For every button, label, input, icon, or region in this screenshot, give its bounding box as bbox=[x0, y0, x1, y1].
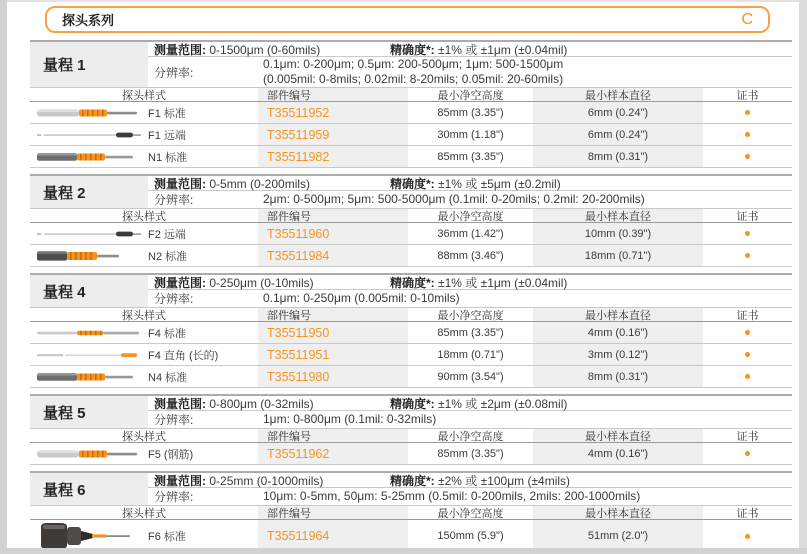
part-number-link[interactable]: T35511962 bbox=[267, 446, 330, 461]
min-clearance-value: 150mm (5.9") bbox=[437, 530, 504, 542]
measure-range bbox=[154, 395, 390, 412]
resolution-line: 0.1μm: 0-200μm; 0.5μm: 200-500μm; 1μm: 500-1500μm bbox=[263, 57, 564, 71]
accuracy bbox=[390, 395, 792, 412]
range-section bbox=[30, 273, 792, 388]
min-clearance-value: 30mm (1.18") bbox=[437, 128, 504, 141]
probe-style-name: F4 标准 bbox=[148, 327, 186, 340]
probe-rows bbox=[30, 223, 792, 267]
resolution-label: 分辨率: bbox=[154, 193, 194, 207]
resolution-line: (0.005mil: 0-8mils; 0.02mil: 8-20mils; 0.05mil: 20-60mils) bbox=[263, 72, 564, 86]
resolution-values bbox=[263, 192, 792, 207]
probe-image-icon bbox=[30, 146, 148, 167]
probe-style-name: N2 标准 bbox=[148, 250, 188, 263]
min-sample-diameter-value: 8mm (0.31") bbox=[533, 366, 703, 387]
measure-accuracy-row bbox=[148, 42, 792, 57]
column-header-part-number: 部件编号 bbox=[258, 308, 408, 321]
column-header-certificate: 证书 bbox=[736, 507, 759, 520]
probe-rows bbox=[30, 102, 792, 168]
measure-range-value: 0-250μm (0-10mils) bbox=[209, 275, 314, 290]
accuracy-value: ±1% 或 ±5μm (±0.2mil) bbox=[438, 176, 561, 191]
probe-image-icon bbox=[30, 366, 148, 387]
part-number-link[interactable]: T35511964 bbox=[267, 529, 330, 543]
range-spec-grid bbox=[30, 176, 792, 208]
probe-image-icon bbox=[30, 245, 148, 266]
probe-image-icon bbox=[30, 443, 148, 464]
part-number-cell bbox=[258, 102, 408, 123]
column-header-min-sample-diameter: 最小样本直径 bbox=[533, 506, 703, 519]
min-sample-diameter-value: 3mm (0.12") bbox=[533, 344, 703, 365]
accuracy bbox=[390, 274, 792, 291]
measure-range-label: 测量范围: bbox=[154, 42, 206, 57]
certificate-cell bbox=[703, 146, 792, 167]
part-number-cell bbox=[258, 344, 408, 365]
measure-range-label: 测量范围: bbox=[154, 176, 206, 191]
part-number-link[interactable]: T35511952 bbox=[267, 105, 330, 120]
range-title: 量程 4 bbox=[43, 283, 86, 301]
probe-style-name: F6 标准 bbox=[148, 531, 186, 543]
certificate-cell bbox=[703, 443, 792, 464]
accuracy-value: ±1% 或 ±1μm (±0.04mil) bbox=[438, 42, 568, 57]
range-spec-grid bbox=[30, 42, 792, 87]
certificate-dot-icon bbox=[745, 534, 750, 539]
range-spec-rows bbox=[148, 176, 792, 208]
certificate-dot-icon bbox=[745, 253, 750, 258]
range-section bbox=[30, 394, 792, 465]
min-sample-diameter-value: 6mm (0.24") bbox=[533, 124, 703, 145]
certificate-dot-icon bbox=[745, 231, 750, 236]
certificate-dot-icon bbox=[745, 451, 750, 456]
resolution-row bbox=[148, 191, 792, 208]
measure-range bbox=[154, 274, 390, 291]
range-title-cell bbox=[30, 275, 148, 307]
resolution-label: 分辨率: bbox=[154, 292, 194, 306]
certificate-dot-icon bbox=[745, 374, 750, 379]
range-section bbox=[30, 40, 792, 168]
sections-container bbox=[30, 40, 792, 554]
column-header-probe-style: 探头样式 bbox=[122, 309, 166, 322]
column-header-min-clearance: 最小净空高度 bbox=[437, 210, 504, 223]
part-number-link[interactable]: T35511980 bbox=[267, 369, 330, 384]
measure-accuracy-row bbox=[148, 176, 792, 191]
min-clearance-value: 85mm (3.35") bbox=[437, 106, 504, 119]
resolution-line: 10μm: 0-5mm, 50μm: 5-25mm (0.5mil: 0-200mils, 2mils: 200-1000mils) bbox=[263, 489, 641, 503]
column-header-min-clearance: 最小净空高度 bbox=[437, 430, 504, 443]
probe-row bbox=[30, 146, 792, 168]
range-section bbox=[30, 174, 792, 267]
resolution-label: 分辨率: bbox=[154, 65, 194, 80]
part-number-cell bbox=[258, 366, 408, 387]
column-header-min-clearance: 最小净空高度 bbox=[437, 309, 504, 322]
range-spec-grid bbox=[30, 396, 792, 428]
probe-image-icon bbox=[30, 344, 148, 365]
part-number-link[interactable]: T35511982 bbox=[267, 149, 330, 164]
resolution-row bbox=[148, 488, 792, 505]
certificate-cell bbox=[703, 223, 792, 244]
measure-range-value: 0-800μm (0-32mils) bbox=[209, 396, 314, 411]
accuracy-label: 精确度*: bbox=[390, 473, 435, 488]
certificate-dot-icon bbox=[745, 330, 750, 335]
min-sample-diameter-value: 6mm (0.24") bbox=[533, 102, 703, 123]
min-clearance-value: 85mm (3.35") bbox=[437, 326, 504, 339]
range-spec-rows bbox=[148, 42, 792, 87]
probe-row bbox=[30, 124, 792, 146]
column-header-min-sample-diameter: 最小样本直径 bbox=[533, 88, 703, 101]
page-margin-left bbox=[0, 0, 7, 554]
accuracy-label: 精确度*: bbox=[390, 396, 435, 411]
resolution-row bbox=[148, 411, 792, 428]
probe-style-name: N1 标准 bbox=[148, 151, 188, 164]
probe-style-name: F2 远端 bbox=[148, 228, 186, 241]
part-number-link[interactable]: T35511984 bbox=[267, 248, 330, 263]
min-clearance-value: 18mm (0.71") bbox=[437, 348, 504, 361]
page-margin-right bbox=[799, 0, 807, 554]
range-title-cell bbox=[30, 176, 148, 208]
column-header-certificate: 证书 bbox=[736, 89, 759, 102]
min-clearance-value: 85mm (3.35") bbox=[437, 447, 504, 460]
certificate-dot-icon bbox=[745, 110, 750, 115]
probe-image-icon bbox=[30, 102, 148, 123]
min-clearance-value: 90mm (3.54") bbox=[437, 370, 504, 383]
column-header-min-sample-diameter: 最小样本直径 bbox=[533, 429, 703, 442]
certificate-cell bbox=[703, 245, 792, 266]
resolution-label: 分辨率: bbox=[154, 490, 194, 504]
resolution-values bbox=[263, 489, 792, 504]
column-header-certificate: 证书 bbox=[736, 210, 759, 223]
range-title: 量程 1 bbox=[43, 57, 86, 74]
range-spec-grid bbox=[30, 473, 792, 505]
probe-row bbox=[30, 245, 792, 267]
range-title: 量程 5 bbox=[43, 404, 86, 422]
column-header-probe-style: 探头样式 bbox=[122, 430, 166, 443]
measure-accuracy-row bbox=[148, 473, 792, 488]
probe-rows bbox=[30, 322, 792, 388]
probe-row bbox=[30, 344, 792, 366]
range-title: 量程 2 bbox=[43, 184, 86, 202]
probe-image-icon bbox=[30, 322, 148, 343]
column-header-part-number: 部件编号 bbox=[258, 209, 408, 222]
probe-style-name: N4 标准 bbox=[148, 371, 188, 384]
measure-range-label: 测量范围: bbox=[154, 396, 206, 411]
part-number-cell bbox=[258, 124, 408, 145]
accuracy-value: ±1% 或 ±1μm (±0.04mil) bbox=[438, 275, 568, 290]
accuracy-label: 精确度*: bbox=[390, 275, 435, 290]
certificate-cell bbox=[703, 124, 792, 145]
probe-row bbox=[30, 322, 792, 344]
column-header-min-sample-diameter: 最小样本直径 bbox=[533, 308, 703, 321]
part-number-cell bbox=[258, 245, 408, 266]
part-number-link[interactable]: T35511959 bbox=[267, 127, 330, 142]
certificate-dot-icon bbox=[745, 352, 750, 357]
certificate-dot-icon bbox=[745, 154, 750, 159]
measure-range bbox=[154, 175, 390, 192]
resolution-values bbox=[263, 412, 792, 427]
probe-table-header bbox=[30, 505, 792, 520]
probe-style-name: F4 直角 (长的) bbox=[148, 349, 219, 362]
measure-range-value: 0-5mm (0-200mils) bbox=[209, 176, 311, 191]
column-header-min-sample-diameter: 最小样本直径 bbox=[533, 209, 703, 222]
measure-range-label: 测量范围: bbox=[154, 275, 206, 290]
probe-table-header bbox=[30, 87, 792, 102]
range-spec-grid bbox=[30, 275, 792, 307]
range-title-cell bbox=[30, 473, 148, 505]
resolution-values bbox=[263, 291, 792, 306]
measure-range-label: 测量范围: bbox=[154, 473, 206, 488]
range-section bbox=[30, 471, 792, 553]
probe-table-header bbox=[30, 307, 792, 322]
min-sample-diameter-value: 51mm (2.0") bbox=[533, 520, 703, 552]
min-clearance-value: 85mm (3.35") bbox=[437, 150, 504, 163]
probe-row bbox=[30, 366, 792, 388]
measure-range bbox=[154, 41, 390, 58]
page-border-top bbox=[0, 0, 807, 2]
range-spec-rows bbox=[148, 275, 792, 307]
part-number-cell bbox=[258, 322, 408, 343]
probe-image-icon bbox=[30, 223, 148, 244]
min-sample-diameter-value: 4mm (0.16") bbox=[533, 322, 703, 343]
section-index-badge[interactable]: C bbox=[741, 10, 753, 28]
range-title-cell bbox=[30, 396, 148, 428]
measure-accuracy-row bbox=[148, 396, 792, 411]
probe-image-icon bbox=[30, 124, 148, 145]
min-sample-diameter-value: 10mm (0.39") bbox=[533, 223, 703, 244]
range-spec-rows bbox=[148, 396, 792, 428]
accuracy bbox=[390, 175, 792, 192]
column-header-probe-style: 探头样式 bbox=[122, 210, 166, 223]
column-header-part-number: 部件编号 bbox=[258, 88, 408, 101]
measure-range bbox=[154, 472, 390, 489]
certificate-cell bbox=[703, 344, 792, 365]
column-header-probe-style: 探头样式 bbox=[122, 89, 166, 102]
resolution-row bbox=[148, 290, 792, 307]
part-number-link[interactable]: T35511950 bbox=[267, 325, 330, 340]
probe-style-name: F1 远端 bbox=[148, 129, 186, 142]
resolution-line: 0.1μm: 0-250μm (0.005mil: 0-10mils) bbox=[263, 291, 460, 305]
page-margin-bottom bbox=[0, 548, 807, 554]
accuracy-label: 精确度*: bbox=[390, 42, 435, 57]
probe-style-name: F1 标准 bbox=[148, 107, 186, 120]
accuracy bbox=[390, 472, 792, 489]
column-header-min-clearance: 最小净空高度 bbox=[437, 507, 504, 520]
column-header-min-clearance: 最小净空高度 bbox=[437, 89, 504, 102]
column-header-part-number: 部件编号 bbox=[258, 506, 408, 519]
series-header-bar bbox=[45, 6, 770, 33]
probe-table-header bbox=[30, 428, 792, 443]
min-clearance-value: 88mm (3.46") bbox=[437, 249, 504, 262]
probe-table-header bbox=[30, 208, 792, 223]
min-clearance-value: 36mm (1.42") bbox=[437, 227, 504, 240]
probe-style-name: F5 (钢筋) bbox=[148, 448, 194, 461]
range-spec-rows bbox=[148, 473, 792, 505]
resolution-values bbox=[263, 57, 792, 87]
column-header-part-number: 部件编号 bbox=[258, 429, 408, 442]
accuracy bbox=[390, 41, 792, 58]
resolution-label: 分辨率: bbox=[154, 413, 194, 427]
min-sample-diameter-value: 8mm (0.31") bbox=[533, 146, 703, 167]
certificate-cell bbox=[703, 102, 792, 123]
measure-range-value: 0-25mm (0-1000mils) bbox=[209, 473, 324, 488]
accuracy-value: ±2% 或 ±100μm (±4mils) bbox=[438, 473, 571, 488]
resolution-line: 2μm: 0-500μm; 5μm: 500-5000μm (0.1mil: 0-20mils; 0.2mil: 20-200mils) bbox=[263, 192, 645, 206]
probe-row bbox=[30, 102, 792, 124]
probe-row bbox=[30, 443, 792, 465]
certificate-cell bbox=[703, 366, 792, 387]
measure-accuracy-row bbox=[148, 275, 792, 290]
range-title-cell bbox=[30, 42, 148, 87]
certificate-cell bbox=[703, 322, 792, 343]
resolution-line: 1μm: 0-800μm (0.1mil: 0-32mils) bbox=[263, 412, 437, 426]
column-header-probe-style: 探头样式 bbox=[122, 507, 166, 520]
accuracy-label: 精确度*: bbox=[390, 176, 435, 191]
part-number-cell bbox=[258, 223, 408, 244]
measure-range-value: 0-1500μm (0-60mils) bbox=[209, 42, 321, 57]
min-sample-diameter-value: 4mm (0.16") bbox=[533, 443, 703, 464]
part-number-link[interactable]: T35511960 bbox=[267, 226, 330, 241]
certificate-dot-icon bbox=[745, 132, 750, 137]
accuracy-value: ±1% 或 ±2μm (±0.08mil) bbox=[438, 396, 568, 411]
resolution-row bbox=[148, 57, 792, 87]
min-sample-diameter-value: 18mm (0.71") bbox=[533, 245, 703, 266]
column-header-certificate: 证书 bbox=[736, 309, 759, 322]
page-title: 探头系列 bbox=[62, 13, 115, 28]
probe-rows bbox=[30, 443, 792, 465]
column-header-certificate: 证书 bbox=[736, 430, 759, 443]
probe-row bbox=[30, 223, 792, 245]
range-title: 量程 6 bbox=[43, 481, 86, 499]
part-number-link[interactable]: T35511951 bbox=[267, 347, 330, 362]
part-number-cell bbox=[258, 443, 408, 464]
part-number-cell bbox=[258, 146, 408, 167]
